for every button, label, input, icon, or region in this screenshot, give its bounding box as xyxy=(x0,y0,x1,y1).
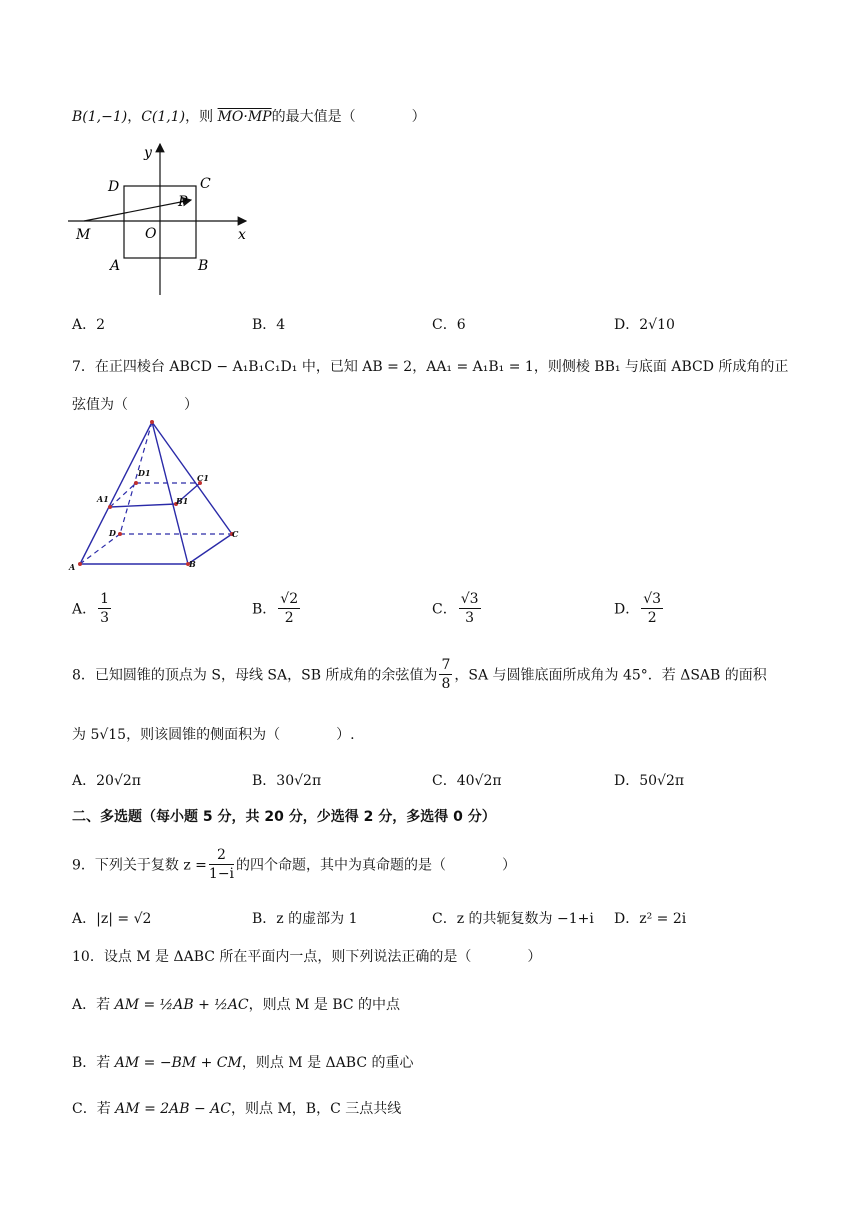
q8-option-b[interactable]: B．30√2π xyxy=(252,773,322,789)
label-a: A xyxy=(69,562,76,572)
q7-stem-line1: 7．在正四棱台 ABCD − A₁B₁C₁D₁ 中，已知 AB = 2，AA₁ = A₁B₁ = 1，则侧棱 BB₁ 与底面 ABCD 所成角的正 xyxy=(72,359,789,375)
section-heading: 二、多选题（每小题 5 分，共 20 分，少选得 2 分，多选得 0 分） xyxy=(72,809,496,825)
label-m: M xyxy=(76,227,91,243)
label-b1: B1 xyxy=(176,496,189,506)
q7-option-b[interactable]: B． $\frac{√2}{2}$ xyxy=(252,591,299,626)
q8-option-d[interactable]: D．50√2π xyxy=(614,773,685,789)
q7-stem-line2: 弦值为（ ） xyxy=(72,397,198,413)
label-x: x xyxy=(238,227,246,243)
label-c1: C1 xyxy=(197,473,209,483)
label-b: B xyxy=(198,258,209,274)
q8-stem-line1: 8．已知圆锥的顶点为 S，母线 SA，SB 所成角的余弦值为 $\frac{7}{8}$ ，SA 与圆锥底面所成角为 45°．若 ΔSAB 的面积 xyxy=(72,657,767,692)
label-d1: D1 xyxy=(138,468,151,478)
q9-option-a[interactable]: A．|z| = √2 xyxy=(72,911,152,927)
q7-option-d[interactable]: D． $\frac{√3}{2}$ xyxy=(614,591,662,626)
q8-stem-line2: 为 5√15，则该圆锥的侧面积为（ ）. xyxy=(72,727,355,743)
q9-stem: 9．下列关于复数 z = $\frac{2}{1-i}$ 的四个命题，其中为真命题的是（ ） xyxy=(72,847,517,882)
q6-option-c[interactable]: C．6 xyxy=(432,317,466,333)
label-a1: A1 xyxy=(97,494,109,504)
q7-option-a[interactable]: A． $\frac{1}{3}$ xyxy=(72,591,110,626)
q8-option-a[interactable]: A．20√2π xyxy=(72,773,141,789)
label-c: C xyxy=(200,176,211,192)
q9-option-d[interactable]: D．z² = 2i xyxy=(614,911,687,927)
q6-option-b[interactable]: B．4 xyxy=(252,317,286,333)
label-o: O xyxy=(145,226,157,242)
q10-stem: 10．设点 M 是 ΔABC 所在平面内一点，则下列说法正确的是（ ） xyxy=(72,949,542,965)
label-d: D xyxy=(108,179,120,195)
label-d: D xyxy=(109,528,116,538)
q6-stem: B(1,−1)，C(1,1)，则 MO·MP的最大值是（ ） xyxy=(72,109,426,125)
q6-stem-end: 的最大值是（ ） xyxy=(271,109,426,125)
q10-option-a[interactable]: A．若 AM = ½AB + ½AC，则点 M 是 BC 的中点 xyxy=(72,997,401,1013)
q6-option-d[interactable]: D．2√10 xyxy=(614,317,675,333)
q6-coordinate-figure xyxy=(64,140,254,300)
q7-option-c[interactable]: C． $\frac{√3}{3}$ xyxy=(432,591,479,626)
label-y: y xyxy=(144,145,152,161)
q6-option-a[interactable]: A．2 xyxy=(72,317,106,333)
q8-option-c[interactable]: C．40√2π xyxy=(432,773,502,789)
vector-mp xyxy=(84,200,191,221)
q6-point-c: C(1,1) xyxy=(141,109,186,125)
label-b: B xyxy=(189,559,196,569)
label-c: C xyxy=(232,529,239,539)
label-a: A xyxy=(110,258,121,274)
q9-option-b[interactable]: B．z 的虚部为 1 xyxy=(252,911,358,927)
q6-point-b: B(1,−1) xyxy=(72,109,128,125)
q10-option-c[interactable]: C．若 AM = 2AB − AC，则点 M，B，C 三点共线 xyxy=(72,1101,402,1117)
q7-frustum-figure xyxy=(64,416,254,576)
q6-stem-tail: ，则 xyxy=(185,109,214,125)
q10-option-b[interactable]: B．若 AM = −BM + CM，则点 M 是 ΔABC 的重心 xyxy=(72,1055,414,1071)
q9-option-c[interactable]: C．z 的共轭复数为 −1+i xyxy=(432,911,594,927)
q6-expression: MO·MP xyxy=(217,109,272,125)
label-p: P xyxy=(178,194,188,210)
